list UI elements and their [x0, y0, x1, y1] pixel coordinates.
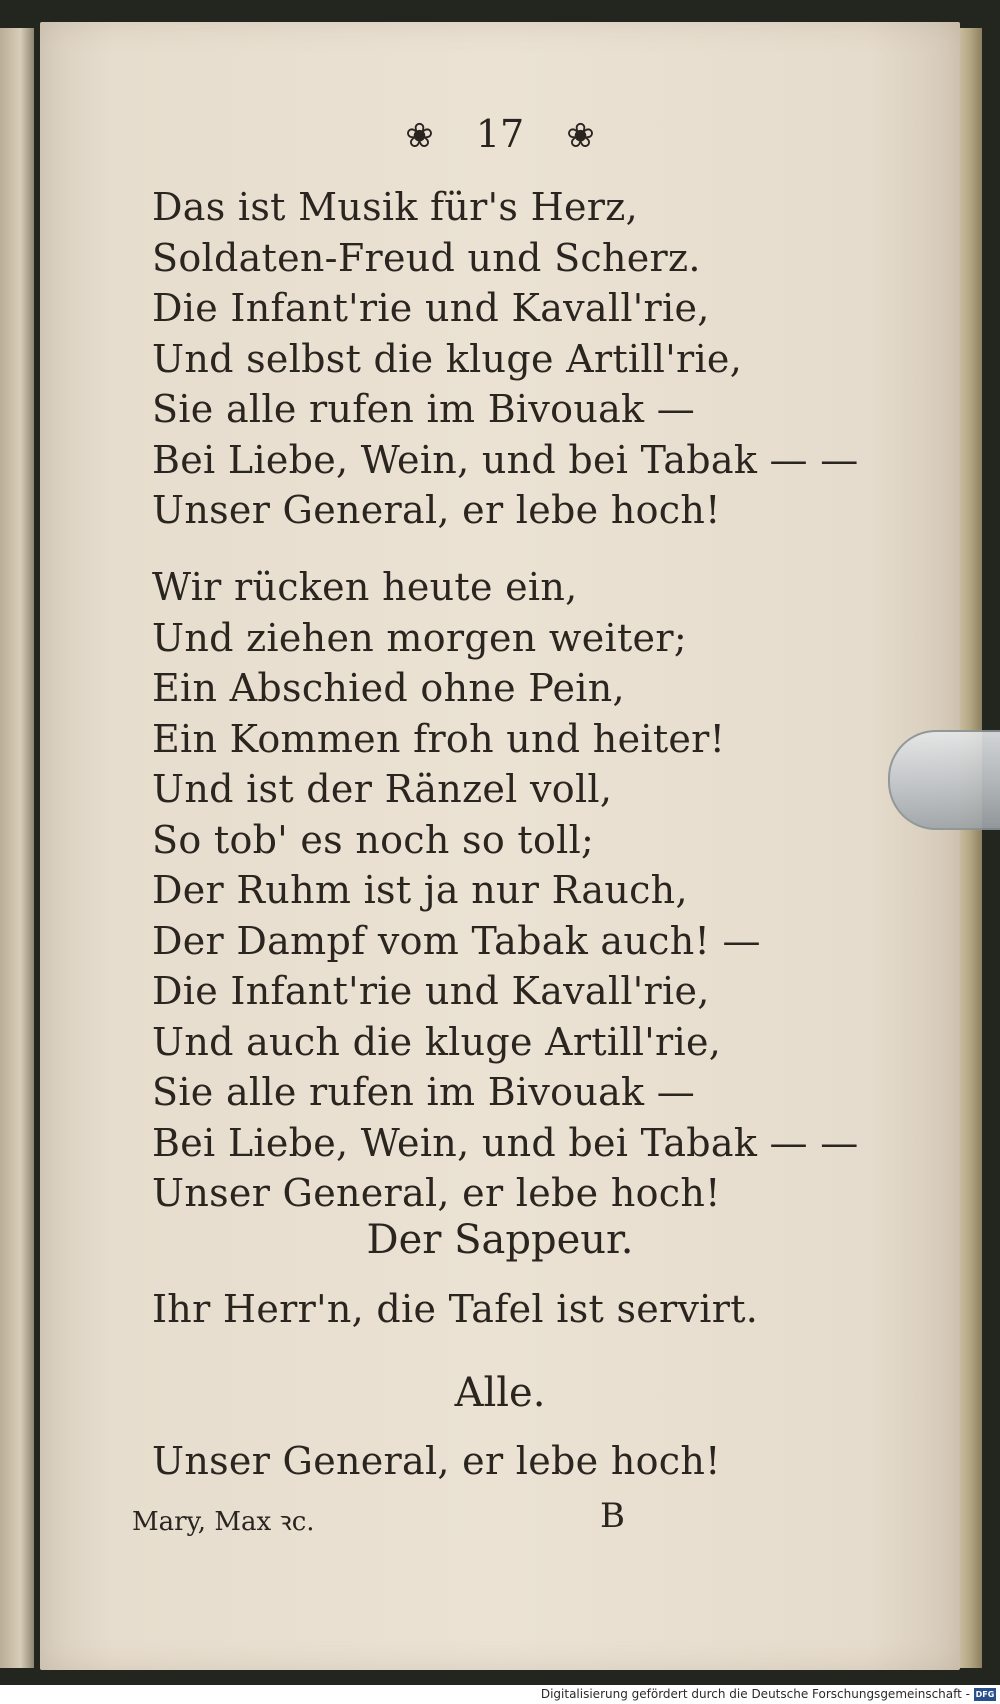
page-clip-icon	[888, 730, 1000, 830]
verse-line: Bei Liebe, Wein, und bei Tabak — —	[152, 1120, 859, 1165]
verse-line: Das ist Musik für's Herz,	[152, 185, 638, 229]
page-number: 17	[475, 112, 525, 156]
catchword: Mary, Max ꝛc.	[132, 1507, 315, 1537]
speaker-alle-heading: Alle.	[454, 1370, 546, 1416]
ornament-right-icon: ❀	[566, 116, 595, 156]
page-edge-right	[960, 28, 982, 1668]
left-page-edge	[0, 28, 34, 1668]
verse-line: Und auch die kluge Artill'rie,	[152, 1019, 722, 1064]
verse-line: Sie alle rufen im Bivouak —	[152, 387, 696, 431]
speaker-alle-line-block	[152, 1436, 721, 1487]
verse-line: Und selbst die kluge Artill'rie,	[152, 336, 743, 381]
verse-line: Sie alle rufen im Bivouak —	[152, 1070, 696, 1114]
verse-line: Wir rücken heute ein,	[152, 565, 578, 609]
verse-line: Ein Kommen froh und heiter!	[152, 716, 726, 761]
verse-line: Und ist der Ränzel voll,	[152, 767, 613, 811]
verse-line: Ein Abschied ohne Pein,	[152, 666, 625, 710]
verse-line: Bei Liebe, Wein, und bei Tabak — —	[152, 437, 859, 482]
speaker-sappeur-line-block	[152, 1284, 758, 1335]
footer-credit: Digitalisierung gefördert durch die Deutsche Forschungsgemeinschaft -	[540, 1687, 970, 1701]
speaker-line: Ihr Herr'n, die Tafel ist servirt.	[152, 1287, 759, 1331]
verse-line: Die Infant'rie und Kavall'rie,	[152, 286, 710, 330]
speaker-line: Unser General, er lebe hoch!	[152, 1439, 721, 1483]
verse-line: Die Infant'rie und Kavall'rie,	[152, 969, 710, 1013]
page-header	[40, 112, 960, 156]
verse-line: So tob' es noch so toll;	[152, 817, 595, 862]
ornament-left-icon: ❀	[405, 116, 434, 156]
speaker-sappeur-heading: Der Sappeur.	[366, 1217, 634, 1263]
stanza-2	[152, 562, 859, 1219]
verse-line: Unser General, er lebe hoch!	[152, 488, 721, 532]
verse-line: Der Ruhm ist ja nur Rauch,	[152, 868, 688, 912]
verse-line: Und ziehen morgen weiter;	[152, 615, 687, 660]
signature-letter: B	[600, 1496, 625, 1536]
verse-line: Soldaten-Freud und Scherz.	[152, 235, 701, 280]
stanza-1	[152, 182, 859, 536]
dfg-logo: DFG	[975, 1690, 995, 1699]
book-page	[40, 22, 960, 1670]
verse-line: Der Dampf vom Tabak auch! —	[152, 918, 761, 963]
verse-line: Unser General, er lebe hoch!	[152, 1171, 721, 1215]
